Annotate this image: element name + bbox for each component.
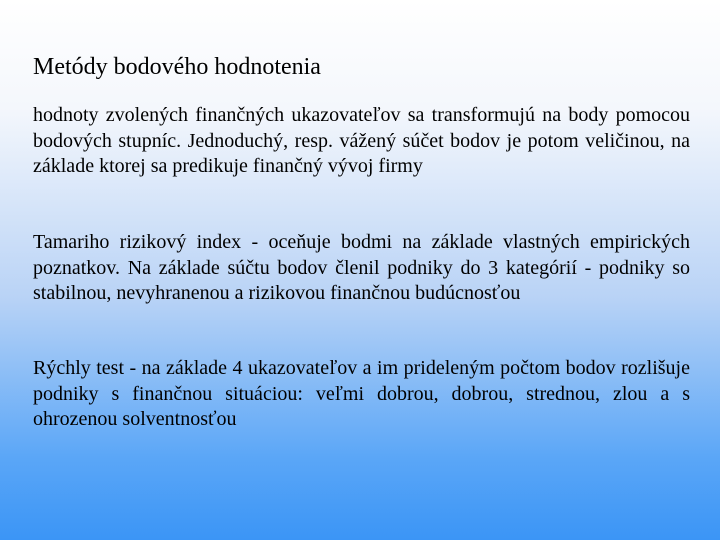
paragraph-tamariho-index: Tamariho rizikový index - oceňuje bodmi na základe vlastných empirických poznatkov. Na základe súčtu bodov členil podniky do 3 kategórií - podniky so stabilnou, nevyhranenou a rizikovou finančnou budúcnosťou xyxy=(33,231,690,304)
paragraph-bodove-hodnotenie: hodnoty zvolených finančných ukazovateľov sa transformujú na body pomocou bodových stupníc. Jednoduchý, resp. vážený súčet bodov je potom veličinou, na základe ktorej sa predikuje finančný vývoj firmy xyxy=(33,104,690,177)
paragraph-rychly-test: Rýchly test - na základe 4 ukazovateľov a im prideleným počtom bodov rozlišuje podniky s finančnou situáciou: veľmi dobrou, dobrou, strednou, zlou a s ohrozenou solventnosťou xyxy=(33,357,690,430)
slide-title: Metódy bodového hodnotenia xyxy=(33,54,321,80)
